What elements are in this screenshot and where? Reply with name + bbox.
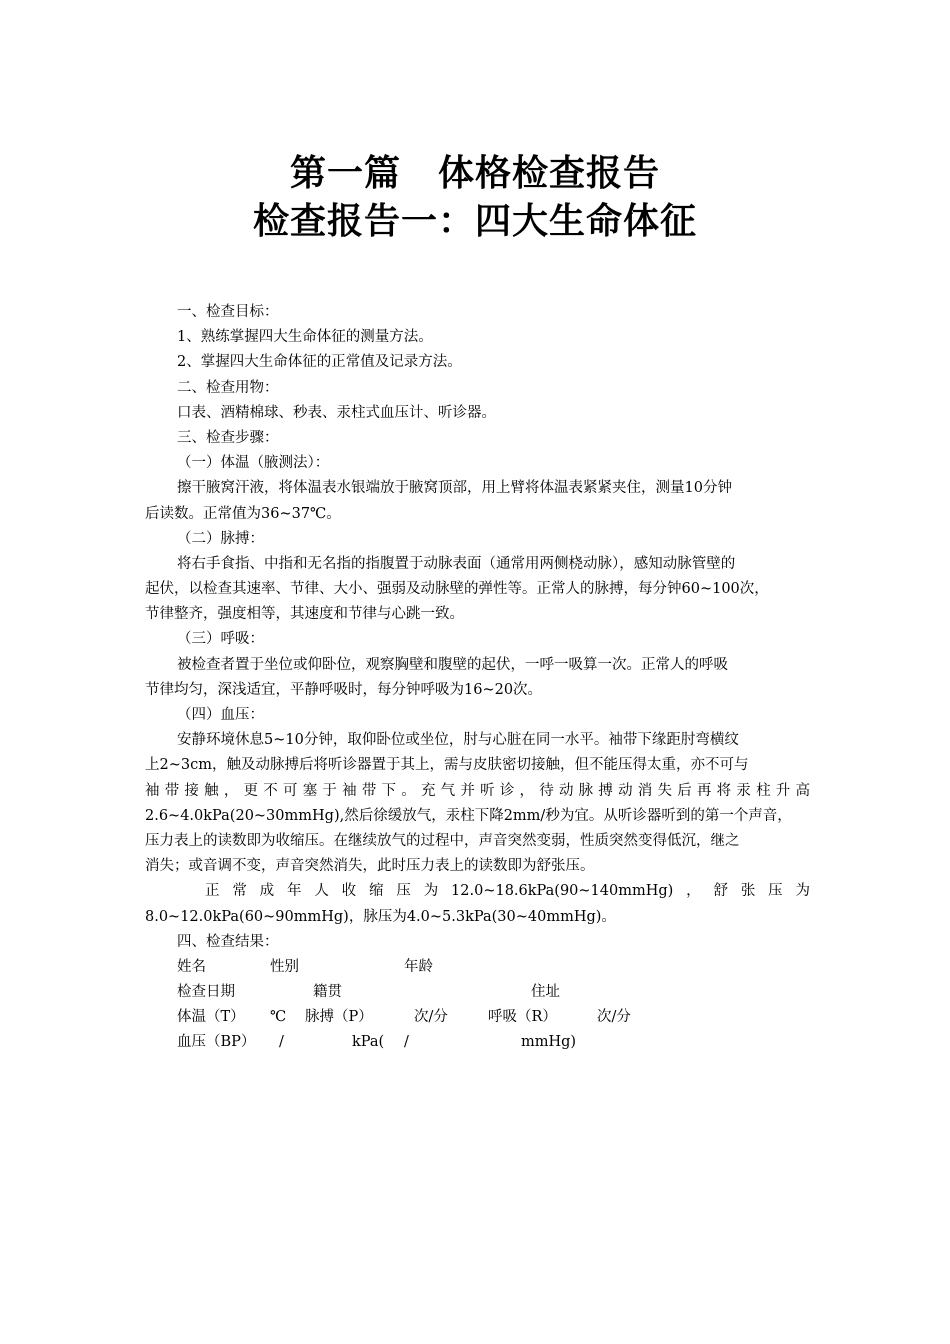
supplies-text: 口表、酒精棉球、秒表、汞柱式血压计、听诊器。 bbox=[177, 404, 496, 421]
blood-pressure-text-line: 袖带接触，更不可塞于袖带下。充气并听诊，待动脉搏动消失后再将汞柱升高 bbox=[145, 782, 810, 799]
pulse-text-line: 起伏，以检查其速率、节律、大小、强弱及动脉壁的弹性等。正常人的脉搏，每分钟60~100次， bbox=[145, 581, 769, 598]
results-row-blood-pressure bbox=[145, 1030, 810, 1055]
respiration-label: 呼吸（R） bbox=[488, 1009, 557, 1026]
pulse-text-line: 节律整齐，强度相等，其速度和节律与心跳一致。 bbox=[145, 606, 464, 623]
origin-label: 籍贯 bbox=[313, 984, 342, 1001]
temperature-label: 体温（T） bbox=[177, 1009, 245, 1026]
blood-pressure-normal-line: 正常成年人收缩压为12.0~18.6kPa(90~140mmHg)，舒张压为 bbox=[205, 883, 810, 900]
gender-label: 性别 bbox=[270, 958, 299, 975]
mmhg-unit: mmHg) bbox=[521, 1034, 577, 1051]
age-label: 年龄 bbox=[404, 958, 433, 975]
blood-pressure-normal-line: 8.0~12.0kPa(60~90mmHg)，脉压为4.0~5.3kPa(30~40mmHg)。 bbox=[145, 908, 616, 925]
respiration-heading: （三）呼吸： bbox=[177, 631, 264, 648]
blood-pressure-text-line: 上2~3cm，触及动脉搏后将听诊器置于其上，需与皮肤密切接触，但不能压得太重，亦不可与 bbox=[145, 757, 749, 774]
blood-pressure-text-line: 压力表上的读数即为收缩压。在继续放气的过程中，声音突然变弱，性质突然变得低沉，继之 bbox=[145, 832, 740, 849]
report-body bbox=[145, 300, 810, 1056]
blood-pressure-heading: （四）血压： bbox=[177, 707, 264, 723]
section-heading-results: 四、检查结果： bbox=[177, 933, 279, 950]
bp-separator: / bbox=[404, 1034, 409, 1051]
blood-pressure-text-line: 消失；或音调不变，声音突然消失，此时压力表上的读数即为舒张压。 bbox=[145, 858, 595, 875]
results-row-identity bbox=[145, 955, 810, 980]
respiration-text-line: 被检查者置于坐位或仰卧位，观察胸壁和腹壁的起伏，一呼一吸算一次。正常人的呼吸 bbox=[177, 656, 728, 673]
pulse-text-line: 将右手食指、中指和无名指的指腹置于动脉表面（通常用两侧桡动脉），感知动脉管壁的 bbox=[177, 555, 736, 572]
pulse-label: 脉搏（P） bbox=[305, 1009, 373, 1026]
objective-item-1: 1、熟练掌握四大生命体征的测量方法。 bbox=[177, 329, 433, 346]
temperature-unit: ℃ bbox=[270, 1009, 287, 1026]
section-heading-supplies: 二、检查用物： bbox=[177, 379, 279, 396]
section-heading-steps: 三、检查步骤： bbox=[177, 429, 279, 446]
blood-pressure-label: 血压（BP） bbox=[177, 1034, 256, 1051]
blood-pressure-text-line: 2.6~4.0kPa(20~30mmHg),然后徐缓放气，汞柱下降2mm/秒为宜。从听诊器听到的第一个声音， bbox=[145, 807, 792, 824]
section-heading-objectives: 一、检查目标： bbox=[177, 304, 279, 320]
pulse-heading: （二）脉搏： bbox=[177, 530, 264, 547]
temperature-heading: （一）体温（腋测法）： bbox=[177, 455, 330, 472]
name-label: 姓名 bbox=[177, 958, 206, 975]
temperature-text-line: 后读数。正常值为36~37℃。 bbox=[145, 505, 341, 522]
results-row-vitals bbox=[145, 1005, 810, 1030]
blood-pressure-text-line: 安静环境休息5~10分钟，取仰卧位或坐位，肘与心脏在同一水平。袖带下缘距肘弯横纹 bbox=[177, 732, 739, 749]
chapter-title: 第一篇 体格检查报告 bbox=[289, 153, 660, 194]
temperature-text-line: 擦干腋窝汗液，将体温表水银端放于腋窝顶部，用上臂将体温表紧紧夹住，测量10分钟 bbox=[177, 480, 732, 497]
exam-date-label: 检查日期 bbox=[177, 984, 235, 1001]
respiration-text-line: 节律均匀，深浅适宜，平静呼吸时，每分钟呼吸为16~20次。 bbox=[145, 681, 543, 698]
respiration-unit: 次/分 bbox=[597, 1009, 631, 1026]
address-label: 住址 bbox=[531, 984, 560, 1001]
bp-separator: / bbox=[279, 1034, 284, 1051]
report-title: 检查报告一：四大生命体征 bbox=[252, 201, 697, 242]
pulse-unit: 次/分 bbox=[414, 1009, 448, 1026]
kpa-unit: kPa( bbox=[352, 1034, 385, 1051]
results-row-info bbox=[145, 980, 810, 1005]
objective-item-2: 2、掌握四大生命体征的正常值及记录方法。 bbox=[177, 354, 462, 371]
